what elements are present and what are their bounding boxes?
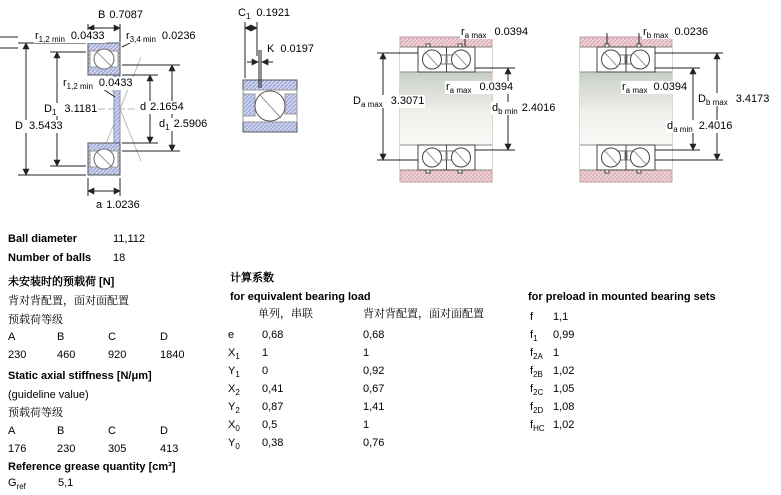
stiffness-header-D: D <box>160 425 168 437</box>
preload-unmounted-subtitle: 背对背配置，面对面配置 <box>8 295 129 307</box>
bearing-pair-bottom <box>597 145 655 173</box>
stiffness-class-label: 预载荷等级 <box>8 407 63 419</box>
calc-row-v1: 0,87 <box>262 401 284 413</box>
dim-d1: $d_1$ 2.5906 <box>159 118 208 133</box>
preload-unmounted-title: 未安装时的预载荷 [N] <box>8 276 115 288</box>
stiffness-title: Static axial stiffness [N/μm] <box>8 370 152 382</box>
factor-label: $f_{2C}$ <box>530 383 544 398</box>
dim-C1: $C_1$ 0.1921 <box>238 7 291 22</box>
dim-da-min: $d_{a min}$ 2.4016 <box>667 120 733 135</box>
factor-label: $f_1$ <box>530 329 538 344</box>
calc-row-v2: 1 <box>363 419 370 431</box>
number-of-balls-label: Number of balls <box>8 252 92 264</box>
factor-value: 1,02 <box>553 365 575 377</box>
bearing-pair-top <box>597 44 655 72</box>
mounting-dimensions-figure-b <box>572 15 781 215</box>
factor-label: $f_{HC}$ <box>530 419 545 434</box>
calc-row-v1: 0,38 <box>262 437 284 449</box>
preload-value-D: 1840 <box>160 349 185 361</box>
calc-title: 计算系数 <box>230 272 274 284</box>
stiffness-subtitle: (guideline value) <box>8 389 89 401</box>
calc-row-v2: 0,68 <box>363 329 385 341</box>
factor-value: 1,02 <box>553 419 575 431</box>
factor-label: f <box>530 311 534 323</box>
preload-value-A: 230 <box>8 349 27 361</box>
stiffness-value-D: 413 <box>160 443 179 455</box>
calc-col1-header: 单列，串联 <box>258 308 313 320</box>
calc-row-v2: 1 <box>363 347 370 359</box>
ball-diameter-value: 11,112 <box>113 233 146 245</box>
factor-value: 1,1 <box>553 311 569 323</box>
calc-row-label: $Y_0$ <box>228 437 240 452</box>
preload-header-C: C <box>108 331 116 343</box>
factor-label: $f_{2A}$ <box>530 347 543 362</box>
dim-Da-max: $D_{a max}$ 3.3071 <box>353 95 425 110</box>
dim-d: d 2.1654 <box>140 101 184 113</box>
calc-row-v1: 1 <box>262 347 269 359</box>
calc-row-label: e <box>228 329 235 341</box>
preload-value-C: 920 <box>108 349 127 361</box>
top-ring-section <box>88 43 120 75</box>
calc-row-v1: 0,5 <box>262 419 278 431</box>
calc-subtitle: for equivalent bearing load <box>230 291 371 303</box>
stiffness-value-C: 305 <box>108 443 127 455</box>
dim-a: a 1.0236 <box>96 199 140 211</box>
preload-factors-title: for preload in mounted bearing sets <box>528 291 716 303</box>
factor-label: $f_{2D}$ <box>530 401 544 416</box>
calc-row-v2: 0,92 <box>363 365 385 377</box>
calc-row-label: $X_0$ <box>228 419 240 434</box>
grease-value: 5,1 <box>58 477 74 489</box>
stiffness-header-A: A <box>8 425 16 437</box>
calc-row-v1: 0,41 <box>262 383 284 395</box>
dim-ra-max: $r_{a max}$ 0.0394 <box>622 81 688 96</box>
calc-row-label: $X_2$ <box>228 383 240 398</box>
preload-class-label: 预载荷等级 <box>8 314 63 326</box>
factor-value: 1,08 <box>553 401 575 413</box>
preload-header-D: D <box>160 331 168 343</box>
stiffness-value-B: 230 <box>57 443 76 455</box>
ball-diameter-label: Ball diameter <box>8 233 78 245</box>
dim-r34-min: $r_{3,4 min}$ 0.0236 <box>126 30 196 45</box>
stiffness-header-B: B <box>57 425 65 437</box>
preload-header-B: B <box>57 331 65 343</box>
stiffness-value-A: 176 <box>8 443 27 455</box>
factor-label: $f_{2B}$ <box>530 365 543 380</box>
grease-title: Reference grease quantity [cm³] <box>8 461 176 473</box>
calc-row-v1: 0,68 <box>262 329 284 341</box>
dim-D: D 3.5433 <box>15 120 63 132</box>
calc-row-label: $Y_2$ <box>228 401 240 416</box>
calc-col2-header: 背对背配置，面对面配置 <box>363 308 484 320</box>
preload-value-B: 460 <box>57 349 76 361</box>
factor-value: 0,99 <box>553 329 575 341</box>
dim-db-min: $d_{b min}$ 2.4016 <box>492 102 556 117</box>
dim-D1: $D_1$ 3.1181 <box>44 103 98 118</box>
grease-label: $G_{ref}$ <box>8 477 26 492</box>
dim-K: K 0.0197 <box>267 43 314 55</box>
bearing-pair-top <box>418 44 475 72</box>
factor-value: 1,05 <box>553 383 575 395</box>
factor-value: 1 <box>553 347 560 359</box>
mounting-dimensions-figure-a <box>375 15 580 215</box>
calc-row-v2: 0,76 <box>363 437 385 449</box>
stiffness-header-C: C <box>108 425 116 437</box>
bottom-ring-section <box>88 143 120 175</box>
dim-ra-max-mid: $r_{a max}$ 0.0394 <box>446 81 514 96</box>
calc-row-label: $X_1$ <box>228 347 240 362</box>
dim-r12-min-mid: $r_{1,2 min}$ 0.0433 <box>63 77 133 92</box>
dim-ra-max-top: $r_{a max}$ 0.0394 <box>461 26 529 41</box>
calc-row-v1: 0 <box>262 365 269 377</box>
calc-row-v2: 1,41 <box>363 401 385 413</box>
bearing-pair-bottom <box>418 145 475 173</box>
dim-r12-min-top: $r_{1,2 min}$ 0.0433 <box>35 30 105 45</box>
dim-B: B 0.7087 <box>98 9 143 21</box>
number-of-balls-value: 18 <box>113 252 126 264</box>
ring-detail-figure <box>230 0 390 160</box>
calc-row-v2: 0,67 <box>363 383 385 395</box>
calc-row-label: $Y_1$ <box>228 365 240 380</box>
dim-rb-max: $r_{b max}$ 0.0236 <box>643 26 709 41</box>
preload-header-A: A <box>8 331 16 343</box>
dim-Db-max: $D_{b max}$ 3.4173 <box>698 93 770 108</box>
